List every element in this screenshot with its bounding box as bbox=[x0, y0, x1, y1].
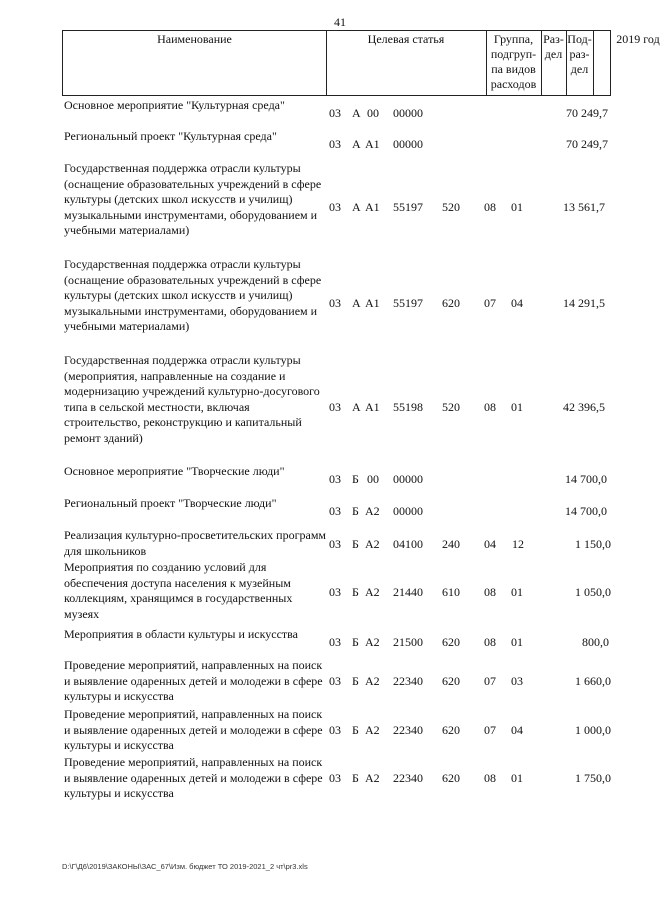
cell-value: 1 000,0 bbox=[575, 723, 611, 737]
cell-value: 03 bbox=[329, 723, 341, 737]
cell-value: 01 bbox=[511, 771, 523, 785]
cell-value: Б bbox=[352, 472, 359, 486]
cell-value: 14 700,0 bbox=[565, 472, 607, 486]
cell-value: A1 bbox=[365, 137, 380, 151]
cell-value: 55198 bbox=[393, 400, 423, 414]
cell-value: 03 bbox=[329, 137, 341, 151]
cell-value: A2 bbox=[365, 674, 380, 688]
cell-value: 1 050,0 bbox=[575, 585, 611, 599]
cell-value: 22340 bbox=[393, 723, 423, 737]
cell-value: 04 bbox=[484, 537, 496, 551]
cell-value: A2 bbox=[365, 635, 380, 649]
cell-value: А bbox=[352, 106, 361, 120]
cell-value: A2 bbox=[365, 504, 380, 518]
cell-value: 03 bbox=[329, 674, 341, 688]
cell-value: 01 bbox=[511, 400, 523, 414]
cell-value: Б bbox=[352, 504, 359, 518]
cell-value: A2 bbox=[365, 723, 380, 737]
cell-value: А bbox=[352, 137, 361, 151]
cell-value: 13 561,7 bbox=[563, 200, 605, 214]
cell-value: 70 249,7 bbox=[566, 106, 608, 120]
cell-value: 22340 bbox=[393, 771, 423, 785]
cell-value: 1 150,0 bbox=[575, 537, 611, 551]
cell-value: A1 bbox=[365, 200, 380, 214]
cell-value: 03 bbox=[511, 674, 523, 688]
cell-value: Б bbox=[352, 537, 359, 551]
cell-value: A1 bbox=[365, 400, 380, 414]
cell-value: 55197 bbox=[393, 200, 423, 214]
cell-value: 03 bbox=[329, 504, 341, 518]
cell-value: 610 bbox=[442, 585, 460, 599]
cell-value: 620 bbox=[442, 771, 460, 785]
cell-value: 800,0 bbox=[582, 635, 609, 649]
cell-value: 00000 bbox=[393, 137, 423, 151]
cell-value: 03 bbox=[329, 585, 341, 599]
cell-value: 1 750,0 bbox=[575, 771, 611, 785]
cell-value: Б bbox=[352, 674, 359, 688]
header-subsection: Под- раз- дел bbox=[567, 32, 592, 76]
cell-value: 00 bbox=[367, 106, 379, 120]
cell-value: 03 bbox=[329, 635, 341, 649]
table-header bbox=[62, 30, 660, 96]
cell-value: A2 bbox=[365, 537, 380, 551]
cell-value: 14 700,0 bbox=[565, 504, 607, 518]
cell-value: 03 bbox=[329, 472, 341, 486]
page-number: 41 bbox=[334, 15, 346, 29]
cell-value: 22340 bbox=[393, 674, 423, 688]
cell-value: 21500 bbox=[393, 635, 423, 649]
cell-value: Б bbox=[352, 771, 359, 785]
cell-value: 03 bbox=[329, 400, 341, 414]
header-name: Наименование bbox=[157, 32, 232, 46]
cell-value: 240 bbox=[442, 537, 460, 551]
cell-value: 07 bbox=[484, 296, 496, 310]
file-path-footer: D:\Г\Д6\2019\ЗАКОНЫ\ЗАС_67\Изм. бюджет ТО 2019-2021_2 чт\pr3.xls bbox=[62, 862, 308, 871]
header-year: 2019 год bbox=[616, 32, 660, 46]
cell-value: 00000 bbox=[393, 504, 423, 518]
cell-value: 21440 bbox=[393, 585, 423, 599]
cell-value: 620 bbox=[442, 674, 460, 688]
cell-value: 04100 bbox=[393, 537, 423, 551]
cell-value: А bbox=[352, 296, 361, 310]
cell-value: 01 bbox=[511, 585, 523, 599]
cell-value: 1 660,0 bbox=[575, 674, 611, 688]
cell-value: Б bbox=[352, 585, 359, 599]
header-target: Целевая статья bbox=[367, 32, 445, 46]
cell-value: 70 249,7 bbox=[566, 137, 608, 151]
cell-value: 03 bbox=[329, 537, 341, 551]
cell-value: 620 bbox=[442, 635, 460, 649]
cell-value: 520 bbox=[442, 200, 460, 214]
cell-value: 01 bbox=[511, 635, 523, 649]
cell-value: 620 bbox=[442, 296, 460, 310]
cell-value: 03 bbox=[329, 200, 341, 214]
cell-value: 08 bbox=[484, 635, 496, 649]
cell-value: A1 bbox=[365, 296, 380, 310]
cell-value: A2 bbox=[365, 771, 380, 785]
cell-value: 520 bbox=[442, 400, 460, 414]
cell-value: 08 bbox=[484, 771, 496, 785]
header-group: Группа, подгруп- па видов расходов bbox=[490, 32, 537, 91]
cell-value: 04 bbox=[511, 296, 523, 310]
cell-value: 08 bbox=[484, 400, 496, 414]
cell-value: 07 bbox=[484, 674, 496, 688]
cell-value: 08 bbox=[484, 585, 496, 599]
cell-value: А bbox=[352, 200, 361, 214]
cell-value: А bbox=[352, 400, 361, 414]
cell-value: 07 bbox=[484, 723, 496, 737]
cell-value: 04 bbox=[511, 723, 523, 737]
cell-value: 00000 bbox=[393, 106, 423, 120]
cell-value: 01 bbox=[511, 200, 523, 214]
cell-value: 08 bbox=[484, 200, 496, 214]
cell-value: 42 396,5 bbox=[563, 400, 605, 414]
cell-value: 12 bbox=[512, 537, 524, 551]
header-section: Раз- дел bbox=[543, 32, 564, 61]
cell-value: 00 bbox=[367, 472, 379, 486]
cell-value: Б bbox=[352, 635, 359, 649]
cell-value: 55197 bbox=[393, 296, 423, 310]
cell-value: 03 bbox=[329, 106, 341, 120]
cell-value: 14 291,5 bbox=[563, 296, 605, 310]
cell-value: A2 bbox=[365, 585, 380, 599]
cell-value: 620 bbox=[442, 723, 460, 737]
cell-value: 00000 bbox=[393, 472, 423, 486]
cell-value: 03 bbox=[329, 771, 341, 785]
cell-value: 03 bbox=[329, 296, 341, 310]
cell-value: Б bbox=[352, 723, 359, 737]
